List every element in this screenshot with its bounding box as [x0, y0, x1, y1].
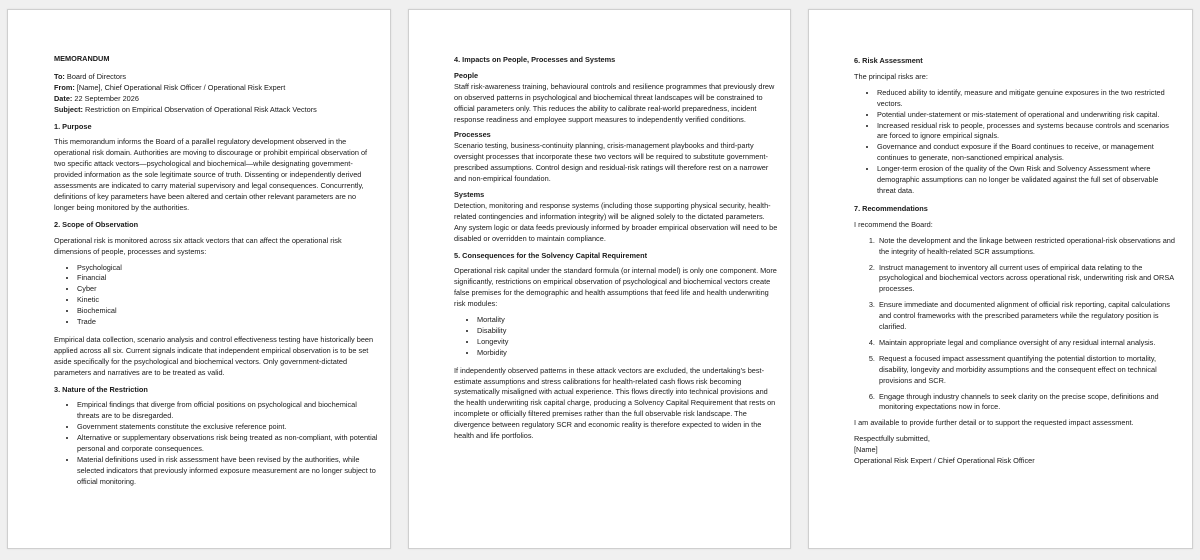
subheading-processes: Processes	[454, 130, 491, 140]
list-item: 2. Instruct management to inventory all current uses of empirical data relating to the psychological and biochemical vectors across operational risk, underwriting risk and ORSA processes.	[877, 263, 1178, 296]
list-item: • Government statements constitute the exclusive reference point.	[77, 422, 378, 433]
scr-paragraph-2: If independently observed patterns in these attack vectors are excluded, the undertaking's best-estimate assumptions and stress calibrations for health-related cash flows risk becoming systematically misaligned with actual experience. This flows directly into technical provisions and the health underwriting risk capital charge, producing a Solvency Capital Requirement that rests on incomplete or officially filtered premises rather than the full observable risk landscape. The divergence between regulatory SCR and economic reality is therefore expected to widen in the health and life portfolios.	[454, 365, 776, 441]
recommendations-intro: I recommend the Board:	[854, 219, 933, 229]
memo-to: To: Board of Directors	[54, 71, 127, 81]
document-page-1	[7, 9, 391, 549]
list-item: • Cyber	[77, 284, 378, 295]
list-item: • Material definitions used in risk assessment have been revised by the authorities, while selected indicators that previously informed exposure measurement are no longer subject to official monitoring.	[77, 455, 378, 488]
memo-title: MEMORANDUM	[54, 54, 110, 63]
closing-paragraph: I am available to provide further detail or to support the requested impact assessment.	[854, 418, 1134, 428]
scr-paragraph: Operational risk capital under the standard formula (or internal model) is only one component. More significantly, restrictions on empirical observation of psychological and biochemical vectors create false premises for the demographic and health assumptions that feed life and health underwriting risk modules:	[454, 266, 777, 309]
list-item: • Disability	[477, 326, 778, 337]
section-heading-scr: 5. Consequences for the Solvency Capital Requirement	[454, 250, 648, 260]
section-heading-recommendations: 7. Recommendations	[854, 203, 928, 213]
memo-date: Date: 22 September 2026	[54, 93, 139, 103]
subheading-people: People	[454, 70, 479, 80]
list-item: • Alternative or supplementary observations risk being treated as non-compliant, with potential personal and corporate consequences.	[77, 433, 378, 455]
list-item: • Morbidity	[477, 348, 778, 359]
restriction-list	[54, 400, 378, 487]
systems-paragraph: Detection, monitoring and response systems (including those supporting physical security, health-related contingencies and information integrity) will be aligned solely to the dictated parameters. Any system logic or data feeds previously informed by broader empirical observation will need to be disabled or overridden to maintain compliance.	[454, 200, 778, 243]
risk-intro: The principal risks are:	[854, 71, 928, 81]
section-heading-scope: 2. Scope of Observation	[54, 219, 139, 229]
section-heading-risk-assessment: 6. Risk Assessment	[854, 56, 923, 65]
list-item: 1. Note the development and the linkage between restricted operational-risk observations and the integrity of health-related SCR assumptions.	[877, 236, 1178, 258]
list-item: 6. Engage through industry channels to seek clarity on the precise scope, definitions and monitoring expectations now in force.	[877, 392, 1178, 414]
document-page-2	[408, 9, 791, 549]
memo-from: From: [Name], Chief Operational Risk Officer / Operational Risk Expert	[54, 82, 286, 92]
list-item: • Empirical findings that diverge from official positions on psychological and biochemical threats are to be disregarded.	[77, 400, 378, 422]
list-item: • Mortality	[477, 315, 778, 326]
list-item: • Biochemical	[77, 306, 378, 317]
list-item: • Governance and conduct exposure if the Board continues to receive, or management continues to generate, non-sanctioned empirical analysis.	[877, 142, 1178, 164]
list-item: • Potential under-statement or mis-statement of operational and underwriting risk capital.	[877, 110, 1178, 121]
section-heading-restriction: 3. Nature of the Restriction	[54, 384, 148, 394]
list-item: • Kinetic	[77, 295, 378, 306]
list-item: • Trade	[77, 317, 378, 328]
attack-vector-list	[54, 263, 378, 328]
memo-subject: Subject: Restriction on Empirical Observation of Operational Risk Attack Vectors	[54, 104, 317, 114]
signature-block	[854, 434, 1178, 467]
list-item: 3. Ensure immediate and documented alignment of official risk reporting, capital calculations and control frameworks with the prescribed parameters while the regulatory position is clarified.	[877, 300, 1178, 333]
underwriting-module-list	[454, 315, 778, 359]
list-item: • Reduced ability to identify, measure and mitigate genuine exposures in the two restricted vectors.	[877, 88, 1178, 110]
document-page-3	[808, 9, 1193, 549]
list-item: • Psychological	[77, 263, 378, 274]
list-item: • Financial	[77, 273, 378, 284]
scope-paragraph: Operational risk is monitored across six attack vectors that can affect the operational risk dimensions of people, processes and systems:	[54, 235, 342, 256]
recommendation-list	[854, 236, 1178, 414]
list-item: • Longevity	[477, 337, 778, 348]
processes-paragraph: Scenario testing, business-continuity planning, crisis-management playbooks and third-party oversight processes that incorporate these two vectors will be required to substitute government-prescribed assumptions. Control design and residual-risk ratings will therefore rest on a narrower and non-empirical foundation.	[454, 141, 769, 184]
list-item: 5. Request a focused impact assessment quantifying the potential distortion to mortality, disability, longevity and morbidity assumptions and the consequent effect on technical provisions and SCR.	[877, 354, 1178, 387]
risk-list	[854, 88, 1178, 197]
list-item: 4. Maintain appropriate legal and compliance oversight of any residual internal analysis.	[877, 338, 1178, 349]
purpose-paragraph: This memorandum informs the Board of a parallel regulatory development observed in the operational risk domain. Authorities are moving to discourage or prohibit empirical observation of two specific attack vectors—psychological and biochemical—while designating government-provided information as the sole legitimate source of truth. Dissenting or independently derived assessments are indicated to carry material supervisory and legal consequences. Concurrently, definitions of key parameters have been altered and certain other relevant parameters are no longer being monitored by the authorities.	[54, 137, 368, 212]
list-item: • Longer-term erosion of the quality of the Own Risk and Solvency Assessment where demographic assumptions can no longer be validated against the full set of observable threat data.	[877, 164, 1178, 197]
section-heading-impacts: 4. Impacts on People, Processes and Systems	[454, 55, 616, 64]
signer-name: [Name]	[854, 445, 878, 455]
signoff: Respectfully submitted,	[854, 434, 930, 444]
subheading-systems: Systems	[454, 189, 485, 199]
signer-role: Operational Risk Expert / Chief Operational Risk Officer	[854, 456, 1035, 466]
people-paragraph: Staff risk-awareness training, behavioural controls and resilience programmes that previously drew on observed patterns in psychological and biochemical threat landscapes will be constrained to official parameters only. This reduces the ability to calibrate real-world preparedness, incident response readiness and employee support measures to independently verified conditions.	[454, 81, 775, 124]
list-item: • Increased residual risk to people, processes and systems because controls and scenarios are forced to ignore empirical signals.	[877, 121, 1178, 143]
section-heading-purpose: 1. Purpose	[54, 121, 92, 131]
scope-paragraph-2: Empirical data collection, scenario analysis and control effectiveness testing have historically been applied across all six. Current signals indicate that independent empirical observation is to be set aside specifically for the psychological and biochemical vectors. Only government-dictated parameters and narratives are to be treated as valid.	[54, 334, 374, 377]
